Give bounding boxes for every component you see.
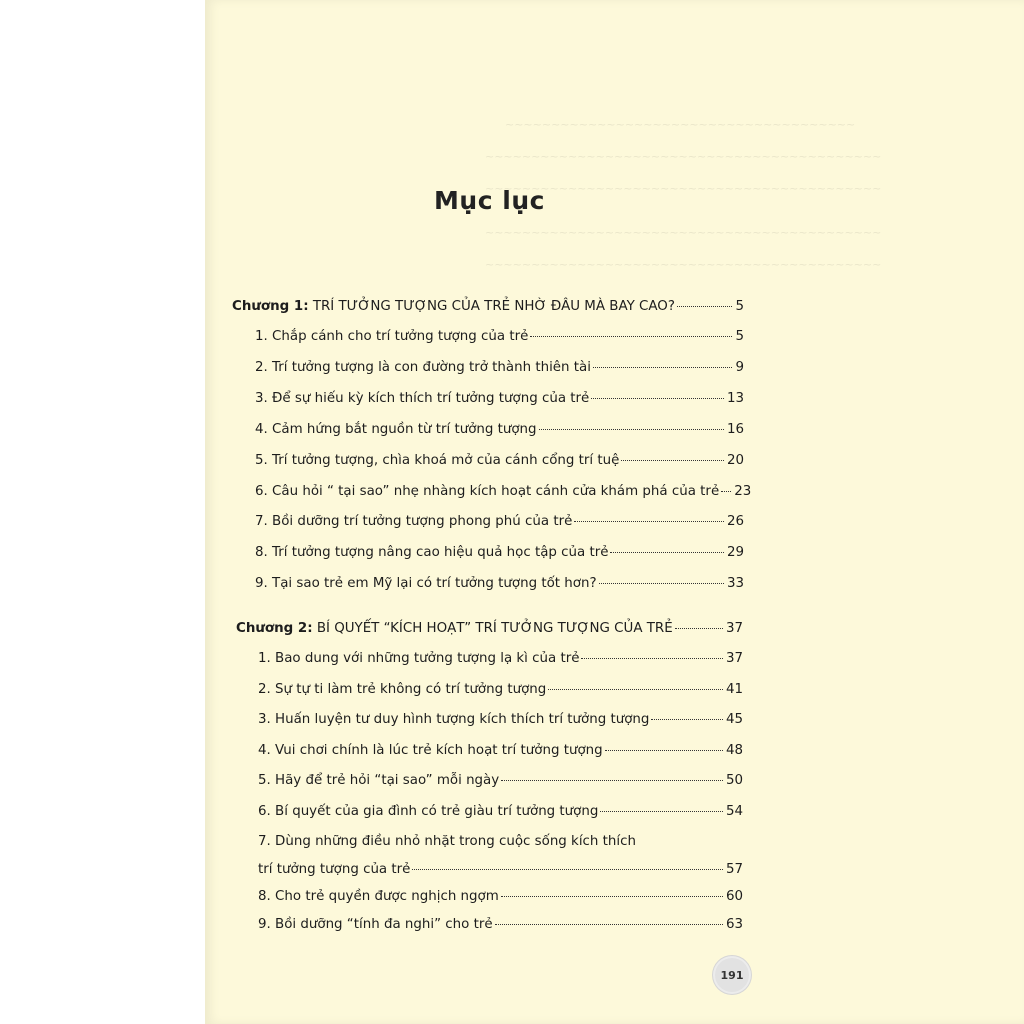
toc-entry	[255, 576, 744, 591]
dot-leader	[600, 811, 723, 812]
page-number-ref: 13	[726, 391, 744, 406]
page-number-ref: 45	[725, 712, 743, 727]
toc-entry-text: 4. Vui chơi chính là lúc trẻ kích hoạt trí tưởng tượng	[258, 743, 603, 758]
toc-entry	[258, 889, 743, 904]
toc-entry	[255, 453, 744, 468]
toc-entry	[258, 917, 743, 932]
bleed-through-decoration: ~~~~~~~~~~~~~~~~~~~~~~~~~~~~~~~~~~~~~~~~~~~	[485, 150, 882, 163]
toc-entry-text: 3. Huấn luyện tư duy hình tượng kích thích trí tưởng tượng	[258, 712, 650, 727]
bleed-through-decoration: ~~~~~~~~~~~~~~~~~~~~~~~~~~~~~~~~~~~~~~	[505, 118, 856, 131]
page-number-ref: 48	[725, 743, 743, 758]
dot-leader	[651, 719, 723, 720]
dot-leader	[721, 491, 731, 492]
toc-entry-text: 8. Trí tưởng tượng nâng cao hiệu quả học tập của trẻ	[255, 545, 609, 560]
toc-entry	[258, 682, 743, 697]
dot-leader	[605, 750, 723, 751]
toc-chapter-heading	[232, 299, 744, 314]
toc-entry-text: 8. Cho trẻ quyền được nghịch ngợm	[258, 889, 499, 904]
toc-entry-text: 6. Bí quyết của gia đình có trẻ giàu trí tưởng tượng	[258, 804, 599, 819]
toc-entry-text: 9. Tại sao trẻ em Mỹ lại có trí tưởng tượng tốt hơn?	[255, 576, 597, 591]
dot-leader	[574, 521, 724, 522]
page-number-ref: 5	[735, 299, 744, 314]
toc-entry-text: 7. Dùng những điều nhỏ nhặt trong cuộc sống kích thích	[258, 834, 636, 849]
page-number-ref: 37	[725, 621, 743, 636]
page-number-ref: 41	[725, 682, 743, 697]
page-number-ref: 20	[726, 453, 744, 468]
page-number-ref: 50	[725, 773, 743, 788]
dot-leader	[495, 924, 723, 925]
toc-entry-text: 9. Bồi dưỡng “tính đa nghi” cho trẻ	[258, 917, 493, 932]
toc-entry	[255, 329, 744, 344]
page-number-ref: 57	[725, 862, 743, 877]
dot-leader	[548, 689, 723, 690]
dot-leader	[501, 780, 723, 781]
toc-entry	[258, 773, 743, 788]
toc-entry-text: 5. Trí tưởng tượng, chìa khoá mở của cánh cổng trí tuệ	[255, 453, 620, 468]
toc-entry-text: 1. Bao dung với những tưởng tượng lạ kì của trẻ	[258, 651, 580, 666]
page-number-ref: 23	[734, 484, 752, 499]
dot-leader	[591, 398, 724, 399]
toc-entry	[258, 743, 743, 758]
page-number-ref: 63	[725, 917, 743, 932]
dot-leader	[581, 658, 722, 659]
toc-entry	[258, 651, 743, 666]
toc-entry-text: 1. Chắp cánh cho trí tưởng tượng của trẻ	[255, 329, 529, 344]
dot-leader	[675, 628, 723, 629]
toc-entry-text: 5. Hãy để trẻ hỏi “tại sao” mỗi ngày	[258, 773, 500, 788]
toc-chapter-heading	[236, 621, 743, 636]
page-number-badge: 191	[715, 958, 749, 992]
toc-entry	[255, 391, 744, 406]
toc-entry-text: 4. Cảm hứng bắt nguồn từ trí tưởng tượng	[255, 422, 537, 437]
toc-entry	[255, 484, 752, 499]
dot-leader	[530, 336, 732, 337]
book-page	[205, 0, 1024, 1024]
toc-entry	[255, 545, 744, 560]
page-number-ref: 29	[726, 545, 744, 560]
bleed-through-decoration: ~~~~~~~~~~~~~~~~~~~~~~~~~~~~~~~~~~~~~~~~~~~	[485, 258, 882, 271]
page-number-ref: 37	[725, 651, 743, 666]
page-number-ref: 54	[725, 804, 743, 819]
dot-leader	[610, 552, 723, 553]
page-number-ref: 9	[735, 360, 744, 375]
toc-entry	[258, 804, 743, 819]
page-number-ref: 26	[726, 514, 744, 529]
bleed-through-decoration: ~~~~~~~~~~~~~~~~~~~~~~~~~~~~~~~~~~~~~~~~~~~	[485, 182, 882, 195]
toc-entry-text: 7. Bồi dưỡng trí tưởng tượng phong phú của trẻ	[255, 514, 573, 529]
chapter-label: Chương 1:	[232, 299, 309, 314]
toc-entry	[258, 862, 743, 877]
page-number-ref: 60	[725, 889, 743, 904]
toc-entry	[255, 360, 744, 375]
toc-entry-text: 2. Sự tự ti làm trẻ không có trí tưởng tượng	[258, 682, 547, 697]
toc-entry-text: 6. Câu hỏi “ tại sao” nhẹ nhàng kích hoạt cánh cửa khám phá của trẻ	[255, 484, 720, 499]
dot-leader	[593, 367, 733, 368]
chapter-label: Chương 2:	[236, 621, 313, 636]
dot-leader	[412, 869, 723, 870]
toc-entry-text: 2. Trí tưởng tượng là con đường trở thành thiên tài	[255, 360, 591, 375]
page-number-ref: 5	[735, 329, 744, 344]
chapter-title: BÍ QUYẾT “KÍCH HOẠT” TRÍ TƯỞNG TƯỢNG CỦA TRẺ	[316, 621, 673, 636]
bleed-through-decoration: ~~~~~~~~~~~~~~~~~~~~~~~~~~~~~~~~~~~~~~~~~~~	[485, 226, 882, 239]
page-title: Mục lục	[434, 186, 545, 215]
dot-leader	[539, 429, 724, 430]
chapter-title: TRÍ TƯỞNG TƯỢNG CỦA TRẺ NHỜ ĐÂU MÀ BAY CAO?	[312, 299, 675, 314]
dot-leader	[501, 896, 723, 897]
toc-entry-text: 3. Để sự hiếu kỳ kích thích trí tưởng tượng của trẻ	[255, 391, 590, 406]
toc-entry	[258, 712, 743, 727]
dot-leader	[599, 583, 724, 584]
toc-entry	[258, 834, 743, 849]
dot-leader	[621, 460, 724, 461]
toc-entry	[255, 422, 744, 437]
toc-entry-text: trí tưởng tượng của trẻ	[258, 862, 411, 877]
toc-entry	[255, 514, 744, 529]
dot-leader	[677, 306, 733, 307]
page-number-ref: 33	[726, 576, 744, 591]
page-number-ref: 16	[726, 422, 744, 437]
